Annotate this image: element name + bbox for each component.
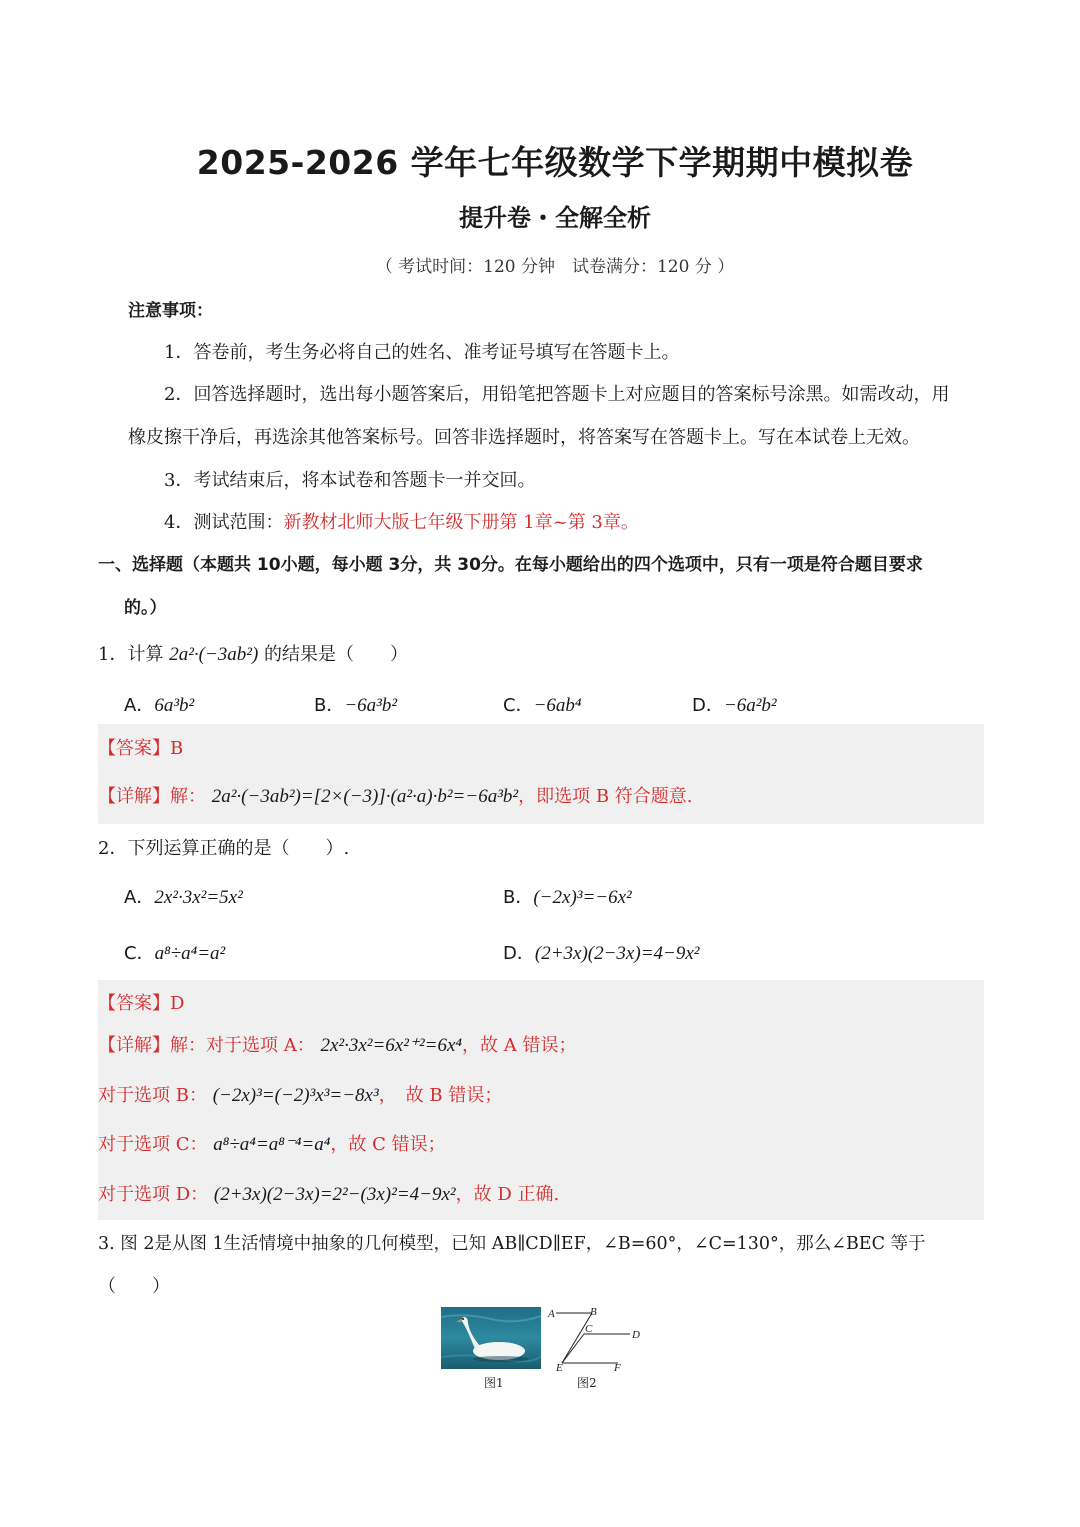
- option-value: (2+3x)(2−3x)=4−9x²: [534, 943, 700, 964]
- question-2-option-a: [124, 883, 243, 909]
- question-1-option-d: [692, 691, 777, 717]
- detail-suffix: ， 故 B 错误；: [378, 1085, 503, 1106]
- section-heading-line-2: 的。）: [124, 598, 167, 618]
- notes-item-4: [164, 508, 639, 534]
- section-heading-line-1: 一、选择题（本题共 10小题，每小题 3分，共 30分。在每小题给出的四个选项中，只有一项是符合题目要求: [98, 555, 923, 575]
- option-value: 6a³b²: [154, 695, 195, 716]
- question-2-option-d: [503, 939, 699, 965]
- detail-suffix: ，即选项 B 符合题意.: [518, 786, 693, 807]
- figure-2-geometry-diagram: [546, 1305, 646, 1373]
- label-b: B: [590, 1306, 597, 1318]
- detail-prefix: 对于选项 C：: [98, 1134, 208, 1155]
- label-e: E: [556, 1362, 563, 1373]
- question-2-option-b: [503, 883, 632, 909]
- option-value: (−2x)³=−6x²: [533, 887, 632, 908]
- option-value: 2x²·3x²=5x²: [154, 887, 243, 908]
- question-1-answer-box: [98, 724, 984, 824]
- swan-photo: [441, 1307, 541, 1369]
- question-1-option-c: [503, 691, 582, 717]
- option-label: D．: [692, 695, 724, 716]
- detail-expression: 2a²·(−3ab²)=[2×(−3)]·(a²·a)·b²=−6a³b²: [211, 786, 519, 807]
- option-label: D．: [503, 943, 535, 964]
- detail-expression: a⁸÷a⁴=a⁸⁻⁴=a⁴: [213, 1134, 331, 1155]
- question-2-detail-d: [98, 1180, 559, 1206]
- notes-item-3: 3．考试结束后，将本试卷和答题卡一并交回。: [164, 470, 536, 491]
- option-label: C．: [124, 943, 155, 964]
- detail-prefix: 对于选项 D：: [98, 1184, 209, 1205]
- label-a: A: [548, 1308, 555, 1320]
- notes-heading: 注意事项：: [128, 301, 213, 321]
- question-1-stem: [98, 640, 408, 666]
- notes-item-4-scope: 新教材北师大版七年级下册第 1章~第 3章。: [283, 512, 639, 533]
- question-2-detail-a: [98, 1031, 576, 1057]
- line-be: [562, 1313, 592, 1363]
- detail-expression: 2x²·3x²=6x²⁺²=6x⁴: [320, 1035, 463, 1056]
- detail-prefix: 【详解】解：: [98, 786, 206, 807]
- figure-1-swan-image: [441, 1307, 541, 1369]
- detail-suffix: ，故 D 正确.: [455, 1184, 560, 1205]
- notes-item-4-prefix: 4．测试范围：: [164, 512, 284, 533]
- question-1-option-a: [124, 691, 194, 717]
- question-2-answer: 【答案】D: [98, 993, 185, 1014]
- notes-item-1: 1．答卷前，考生务必将自己的姓名、准考证号填写在答题卡上。: [164, 342, 680, 363]
- label-f: F: [614, 1362, 621, 1373]
- figure-1-caption: 图1: [484, 1376, 504, 1390]
- label-c: C: [585, 1323, 593, 1335]
- label-d: D: [632, 1329, 640, 1341]
- geometry-diagram: [546, 1305, 646, 1373]
- question-3-stem-line-1: 3. 图 2是从图 1生活情境中抽象的几何模型，已知 AB∥CD∥EF，∠B=60°，∠C=130°，那么∠BEC 等于: [98, 1234, 926, 1254]
- detail-prefix: 对于选项 B：: [98, 1085, 207, 1106]
- option-value: −6a³b²: [344, 695, 398, 716]
- option-label: B．: [314, 695, 345, 716]
- question-1-prefix: 1．计算: [98, 644, 164, 665]
- question-1-suffix: 的结果是（ ）: [264, 644, 409, 665]
- option-label: B．: [503, 887, 534, 908]
- option-label: A．: [124, 695, 155, 716]
- notes-item-2-line-1: 2．回答选择题时，选出每小题答案后，用铅笔把答题卡上对应题目的答案标号涂黑。如需改动，用: [164, 384, 950, 405]
- option-value: −6ab⁴: [533, 695, 582, 716]
- question-2-detail-c: [98, 1130, 446, 1156]
- question-1-answer: 【答案】B: [98, 738, 184, 759]
- figure-2-caption: 图2: [577, 1376, 597, 1390]
- detail-expression: (2+3x)(2−3x)=2²−(3x)²=4−9x²: [213, 1184, 456, 1205]
- detail-expression: (−2x)³=(−2)³x³=−8x³: [212, 1085, 379, 1106]
- detail-suffix: ，故 C 错误；: [330, 1134, 446, 1155]
- question-1-detail: [98, 782, 693, 808]
- question-2-stem: 2．下列运算正确的是（ ）.: [98, 838, 350, 859]
- question-1-option-b: [314, 691, 397, 717]
- question-3-stem-line-2: （ ）: [98, 1276, 170, 1297]
- option-value: a⁸÷a⁴=a²: [154, 943, 226, 964]
- line-ce: [562, 1334, 584, 1363]
- question-2-detail-b: [98, 1081, 502, 1107]
- question-2-option-c: [124, 939, 225, 965]
- detail-suffix: ，故 A 错误；: [462, 1035, 577, 1056]
- page-title: 2025-2026 学年七年级数学下学期期中模拟卷: [196, 143, 914, 182]
- option-label: A．: [124, 887, 155, 908]
- exam-info: （ 考试时间：120 分钟 试卷满分：120 分 ）: [375, 257, 735, 277]
- option-value: −6a²b²: [723, 695, 777, 716]
- question-1-expression: 2a²·(−3ab²): [169, 644, 259, 665]
- notes-item-2-line-2: 橡皮擦干净后，再选涂其他答案标号。回答非选择题时，将答案写在答题卡上。写在本试卷上无效。: [128, 427, 920, 448]
- page-subtitle: 提升卷・全解全析: [459, 204, 651, 232]
- detail-prefix: 【详解】解：对于选项 A：: [98, 1035, 315, 1056]
- option-label: C．: [503, 695, 534, 716]
